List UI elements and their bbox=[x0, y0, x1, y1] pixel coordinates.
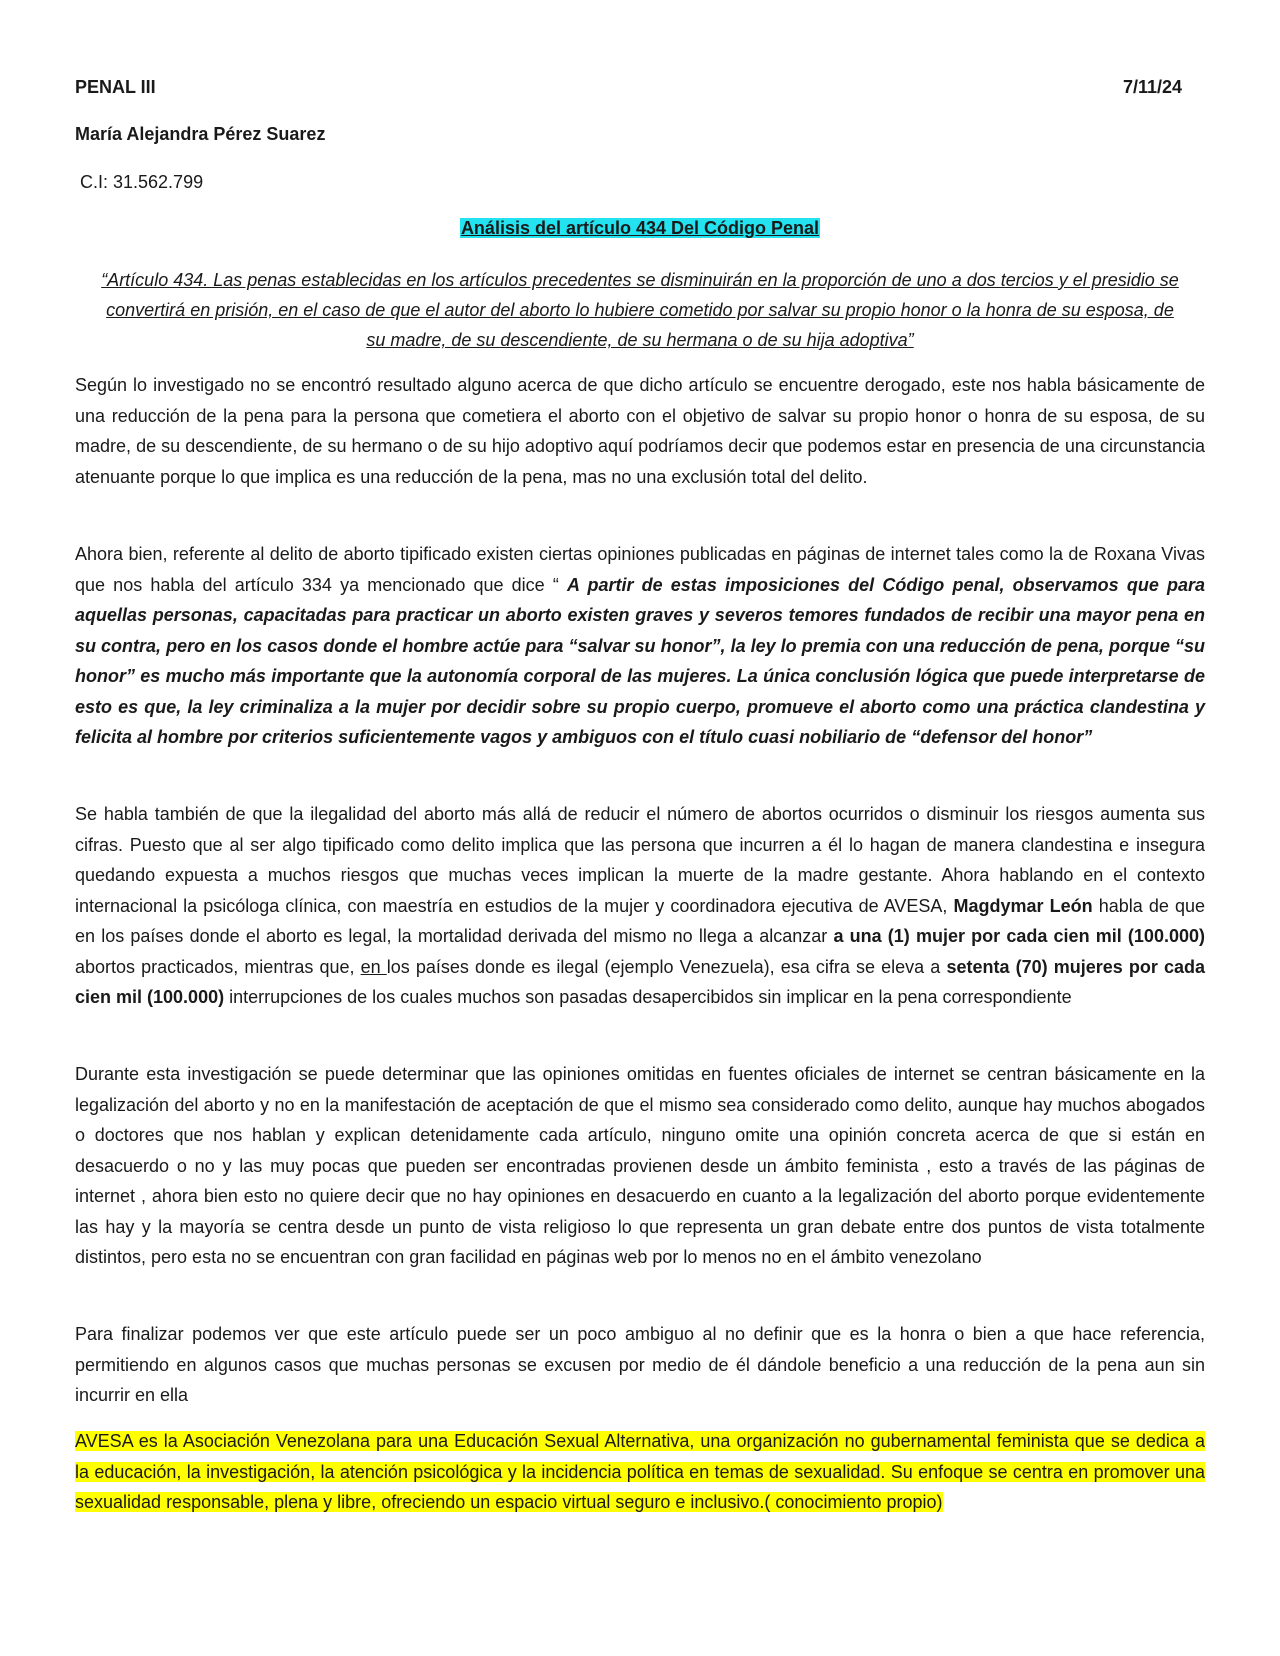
text-segment: abortos practicados, mientras que, bbox=[75, 956, 361, 977]
underlined-word: en bbox=[360, 956, 387, 977]
document-date: 7/11/24 bbox=[1122, 77, 1182, 97]
title-container bbox=[75, 218, 1205, 239]
paragraph-analysis: Según lo investigado no se encontró resultado alguno acerca de que dicho artículo se encuentre derogado, este nos habla básicamente de una reducción de la pena para la persona que cometiera el aborto con el objetivo de salvar su propio honor o honra de su esposa, de su madre, de su descendiente, de su hermano o de su hijo adoptivo aquí podríamos decir que podemos estar en presencia de una circunstancia atenuante porque lo que implica es una reducción de la pena, mas no una exclusión total del delito. bbox=[75, 375, 1205, 487]
roxana-vivas-quote: A partir de estas imposiciones del Código penal, observamos que para aquellas personas, capacitadas para practicar un aborto existen graves y severos temores fundados de recibir una mayor pena en su contra, pero en los casos donde el hombre actúe para “salvar su honor”, la ley lo premia con una reducción de pena, porque “su honor” es mucho más importante que la autonomía corporal de las mujeres. La única conclusión lógica que puede interpretarse de esto es que, la ley criminaliza a la mujer por decidir sobre su propio cuerpo, promueve el aborto como una práctica clandestina y felicita al hombre por criterios suficientemente vagos y ambiguos con el título cuasi nobiliario de “defensor del honor” bbox=[75, 574, 1206, 747]
paragraph-avesa-note bbox=[75, 1426, 1205, 1518]
text-segment: interrupciones de los cuales muchos son pasadas desapercibidos sin implicar en la pena correspondiente bbox=[224, 987, 1072, 1007]
id-number: C.I: 31.562.799 bbox=[80, 172, 204, 192]
article-quote: “Artículo 434. Las penas establecidas en los artículos precedentes se disminuirán en la proporción de uno a dos tercios y el presidio se convertirá en prisión, en el caso de que el autor del aborto lo hubiere cometido por salvar su propio honor o la honra de su esposa, de su madre, de su descendiente, de su hermana o de su hija adoptiva” bbox=[101, 270, 1179, 350]
highlighted-note: AVESA es la Asociación Venezolana para una Educación Sexual Alternativa, una organización no gubernamental feminista que se dedica a la educación, la investigación, la atención psicológica y la incidencia política en temas de sexualidad. Su enfoque se centra en promover una sexualidad responsable, plena y libre, ofreciendo un espacio virtual seguro e inclusivo.( conocimiento propio) bbox=[75, 1431, 1205, 1512]
text-segment: los países donde es ilegal (ejemplo Venezuela), esa cifra se eleva a bbox=[386, 956, 947, 977]
person-name: Magdymar León bbox=[953, 895, 1093, 916]
paragraph-opinions bbox=[75, 539, 1205, 753]
document-title: Análisis del artículo 434 Del Código Penal bbox=[460, 218, 820, 238]
paragraph-conclusion: Para finalizar podemos ver que este artículo puede ser un poco ambiguo al no definir que es la honra o bien a que hace referencia, permitiendo en algunos casos que muchas personas se excusen por medio de él dándole beneficio a una reducción de la pena aun sin incurrir en ella bbox=[75, 1324, 1205, 1405]
paragraph-research: Durante esta investigación se puede determinar que las opiniones omitidas en fuentes oficiales de internet se centran básicamente en la legalización del aborto y no en la manifestación de aceptación de que el mismo sea considerado como delito, aunque hay muchos abogados o doctores que nos hablan y explican detenidamente cada artículo, ninguno omite una opinión concreta acerca de que si están en desacuerdo o no y las muy pocas que pueden ser encontradas provienen desde un ámbito feminista , esto a través de las páginas de internet , ahora bien esto no quiere decir que no hay opiniones en desacuerdo en cuanto a la legalización del aborto porque evidentemente las hay y la mayoría se centra desde un punto de vista religioso lo que representa un gran debate entre dos puntos de vista totalmente distintos, pero esta no se encuentran con gran facilidad en páginas web por lo menos no en el ámbito venezolano bbox=[75, 1064, 1205, 1267]
header-row bbox=[75, 77, 1182, 98]
text-segment: habla de que en los países donde el aborto es legal, la mortalidad derivada del mismo no llega a alcanzar bbox=[75, 895, 1205, 946]
statistic-illegal: setenta (70) mujeres por cada cien mil (100.000) bbox=[75, 956, 1205, 1007]
text-segment: Se habla también de que la ilegalidad del aborto más allá de reducir el número de abortos ocurridos o disminuir los riesgos aumenta sus cifras. Puesto que al ser algo tipificado como delito implica que las persona que incurren a él lo hagan de manera clandestina e insegura quedando expuesta a muchos riesgos que muchas veces implican la muerte de la madre gestante. Ahora hablando en el contexto internacional la psicóloga clínica, con maestría en estudios de la mujer y coordinadora ejecutiva de AVESA, bbox=[75, 804, 1205, 916]
statistic-legal: a una (1) mujer por cada cien mil (100.000) bbox=[833, 926, 1205, 946]
paragraph-opinions-intro: Ahora bien, referente al delito de aborto tipificado existen ciertas opiniones publicadas en páginas de internet tales como la de Roxana Vivas que nos habla del artículo 334 ya mencionado que dice “ bbox=[75, 544, 1205, 595]
author-name: María Alejandra Pérez Suarez bbox=[75, 124, 326, 144]
course-name: PENAL III bbox=[75, 77, 156, 97]
paragraph-illegality bbox=[75, 799, 1205, 1013]
